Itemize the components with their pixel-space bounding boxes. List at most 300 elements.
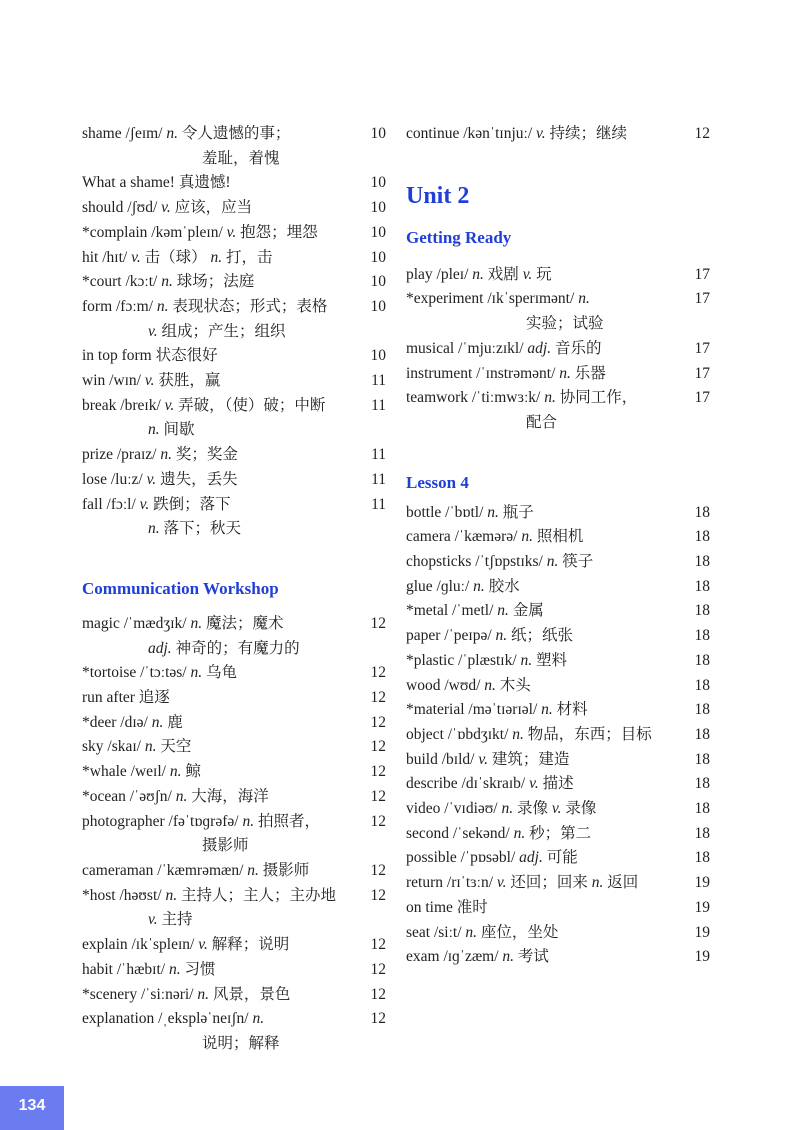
entry-line: [82, 443, 386, 468]
entry-line: [406, 772, 710, 797]
entry-continuation-pos: v.: [148, 911, 158, 929]
entry-line: [406, 822, 710, 847]
glossary-entry: [406, 525, 710, 550]
entry-definition: 戏剧: [487, 265, 519, 283]
glossary-entry: [82, 122, 386, 171]
entry-continuation-text: 神奇的；有魔力的: [175, 639, 300, 657]
entry-pos: n.: [541, 701, 553, 719]
entry-headword: lose /luːz/: [82, 470, 143, 488]
entry-definition: 击（球）: [144, 248, 207, 266]
entry-continuation-text: 摄影师: [202, 837, 249, 855]
entry-pos: n.: [175, 787, 188, 805]
entry-line: [406, 748, 710, 773]
entry-definition: 录像: [516, 800, 548, 818]
entry-line: [82, 711, 386, 736]
entry-pos: n.: [247, 861, 259, 879]
entry-definition: 建筑；建造: [491, 750, 570, 768]
entry-line: [406, 525, 710, 550]
entry-page-number: 18: [694, 528, 710, 546]
entry-headword: should /ʃʊd/: [82, 199, 158, 217]
entry-definition: 协同工作，: [559, 389, 638, 407]
glossary-entry: [82, 612, 386, 661]
entry-page-number: 12: [370, 886, 386, 904]
entry-continuation: [82, 637, 386, 662]
entry-headword: possible /ˈpɒsəbl/: [406, 849, 516, 867]
entry-line: [82, 933, 386, 958]
entry-continuation: [82, 517, 386, 542]
glossary-entry: [406, 501, 710, 526]
entry-headword: *ocean /ˈəʊʃn/: [82, 787, 172, 805]
entry-line: [406, 846, 710, 871]
glossary-entry: [82, 221, 386, 246]
entry-headword: seat /siːt/: [406, 923, 462, 941]
glossary-entry: [406, 122, 710, 147]
entry-page-number: 18: [694, 651, 710, 669]
entry-line: [82, 369, 386, 394]
entry-headword: *host /həʊst/: [82, 886, 162, 904]
section-heading-communication-workshop: Communication Workshop: [82, 578, 279, 598]
entry-headword: *material /məˈtɪərɪəl/: [406, 701, 538, 719]
entry-line: [82, 344, 386, 369]
continue-entry-list: [406, 122, 710, 147]
glossary-entry: [406, 748, 710, 773]
entry-continuation-pos: n.: [148, 520, 160, 538]
entry-line: [406, 649, 710, 674]
entry-definition: 应该，应当: [174, 199, 253, 217]
glossary-entry: [82, 493, 386, 542]
entry-pos: adj.: [527, 339, 552, 357]
entry-line: [406, 921, 710, 946]
entry-pos: n.: [190, 614, 203, 632]
entry-line: [406, 287, 710, 312]
entry-definition: 描述: [542, 775, 574, 793]
glossary-entry: [82, 369, 386, 394]
entry-definition: 跌倒；落下: [153, 495, 231, 513]
entry-continuation-text: 落下；秋天: [163, 520, 242, 538]
entry-definition: 抱怨；埋怨: [240, 223, 318, 241]
entry-definition: 木头: [499, 676, 531, 694]
entry-line: [82, 686, 386, 711]
entry-headword: chopsticks /ˈtʃɒpstɪks/: [406, 553, 543, 571]
entry-line: [406, 896, 710, 921]
entry-headword: sky /skaɪ/: [82, 738, 141, 756]
entry-page-number: 10: [370, 223, 386, 241]
entry-headword: shame /ʃeɪm/: [82, 125, 163, 142]
entry-pos: n.: [487, 503, 499, 521]
entry-definition: 秒；第二: [529, 824, 592, 842]
entry-line: [406, 599, 710, 624]
glossary-entry: [406, 797, 710, 822]
entry-continuation: [406, 312, 710, 337]
glossary-entry: [82, 735, 386, 760]
entry-page-number: 12: [370, 664, 386, 682]
entry-line: [82, 394, 386, 419]
entry-headword: explanation /ˌekspləˈneɪʃn/: [82, 1010, 249, 1028]
entry-line: [82, 295, 386, 320]
entry-page-number: 11: [371, 470, 386, 488]
entry-line: [406, 501, 710, 526]
section-heading-lesson-4: Lesson 4: [406, 472, 469, 492]
entry-line: [406, 945, 710, 970]
entry-page-number: 18: [694, 602, 710, 620]
entry-headword: paper /ˈpeɪpə/: [406, 627, 492, 645]
entry-definition-secondary: 打，击: [225, 248, 273, 266]
glossary-entry: [82, 1007, 386, 1056]
entry-headword: teamwork /ˈtiːmwɜːk/: [406, 389, 541, 407]
entry-headword: bottle /ˈbɒtl/: [406, 503, 484, 521]
entry-page-number: 11: [371, 372, 386, 390]
entry-line: [406, 122, 710, 147]
entry-pos: n.: [197, 985, 209, 1003]
glossary-entry: [82, 295, 386, 344]
section-heading-getting-ready: Getting Ready: [406, 227, 512, 247]
entry-headword: camera /ˈkæmərə/: [406, 528, 518, 546]
glossary-entry: [406, 822, 710, 847]
entry-page-number: 12: [370, 960, 386, 978]
entry-page-number: 18: [694, 676, 710, 694]
entry-definition: 乐器: [574, 364, 606, 382]
entry-page-number: 18: [694, 824, 710, 842]
entry-definition: 魔法；魔术: [205, 614, 284, 632]
entry-continuation-text: 主持: [161, 911, 193, 929]
entry-definition: 习惯: [184, 960, 216, 978]
entry-page-number: 18: [694, 553, 710, 571]
entry-headword: *complain /kəmˈpleɪn/: [82, 223, 223, 241]
entry-line: [406, 797, 710, 822]
entry-pos: n.: [546, 553, 559, 571]
entry-continuation: [82, 418, 386, 443]
entry-headword: exam /ɪɡˈzæm/: [406, 948, 499, 966]
entry-definition: 奖；奖金: [175, 446, 238, 464]
entry-page-number: 10: [370, 199, 386, 217]
entry-pos: n.: [151, 713, 164, 731]
entry-definition: 摄影师: [262, 861, 310, 879]
entry-page-number: 18: [694, 775, 710, 793]
entry-pos-secondary: v.: [551, 800, 562, 818]
entry-headword: instrument /ˈɪnstrəmənt/: [406, 364, 556, 382]
glossary-entry: [406, 337, 710, 362]
entry-pos: n.: [521, 528, 533, 546]
glossary-entry: [82, 810, 386, 859]
entry-definition: 表现状态；形式；表格: [172, 297, 328, 315]
entry-definition-secondary: 返回: [607, 874, 639, 892]
entry-line: [82, 735, 386, 760]
entry-pos: n.: [578, 290, 590, 308]
entry-pos: n.: [472, 265, 484, 283]
entry-continuation: [406, 411, 710, 436]
glossary-entry: [82, 394, 386, 443]
entry-pos: v.: [529, 775, 539, 793]
entry-page-number: 18: [694, 503, 710, 521]
entry-headword: *experiment /ɪkˈsperɪmənt/: [406, 290, 575, 308]
entry-line: [82, 1007, 386, 1032]
entry-continuation-pos: adj.: [148, 639, 172, 657]
entry-line: [406, 386, 710, 411]
entry-pos: n.: [502, 948, 515, 966]
entry-headword: explain /ɪkˈspleɪn/: [82, 936, 195, 954]
entry-line: [82, 760, 386, 785]
glossary-entry: [82, 785, 386, 810]
entry-line: [406, 337, 710, 362]
entry-definition: 令人遗憾的事；: [181, 125, 291, 142]
entry-page-number: 12: [370, 861, 386, 879]
entry-pos: n.: [473, 577, 485, 595]
entry-continuation-text: 配合: [526, 413, 558, 431]
entry-pos: n.: [501, 800, 514, 818]
entry-pos: n.: [559, 364, 571, 382]
lesson4-list: [406, 501, 710, 970]
entry-line: [82, 468, 386, 493]
entry-pos: v.: [144, 372, 155, 390]
entry-page-number: 11: [371, 446, 386, 464]
entry-pos: n.: [156, 297, 169, 315]
entry-headword: *metal /ˈmetl/: [406, 602, 494, 620]
entry-page-number: 12: [370, 763, 386, 781]
entry-pos: n.: [484, 676, 496, 694]
entry-page-number: 12: [370, 614, 386, 632]
entry-definition: 筷子: [562, 553, 594, 571]
entry-continuation: [82, 908, 386, 933]
entry-pos: v.: [146, 470, 157, 488]
entry-continuation-text: 实验；试验: [526, 315, 604, 333]
entry-page-number: 17: [694, 265, 710, 283]
entry-continuation-text: 组成；产生；组织: [161, 322, 286, 340]
glossary-entry: [82, 983, 386, 1008]
entry-headword: on time 准时: [406, 898, 488, 916]
entry-headword: break /breɪk/: [82, 396, 161, 414]
glossary-entry: [406, 846, 710, 871]
entry-line: [82, 983, 386, 1008]
glossary-entry: [82, 711, 386, 736]
entry-pos-secondary: n.: [591, 874, 604, 892]
entry-definition: 持续；继续: [549, 125, 628, 142]
entry-line: [82, 884, 386, 909]
entry-page-number: 17: [694, 389, 710, 407]
entry-pos: n.: [512, 725, 524, 743]
entry-pos: n.: [165, 886, 178, 904]
entry-pos: v.: [536, 125, 546, 142]
entry-pos: v.: [161, 199, 171, 217]
right-column: [406, 122, 710, 970]
entry-headword: *deer /dɪə/: [82, 713, 148, 731]
entry-headword: habit /ˈhæbɪt/: [82, 960, 166, 978]
left-column: [82, 122, 386, 1057]
entry-page-number: 18: [694, 750, 710, 768]
entry-pos: n.: [242, 812, 255, 830]
entry-page-number: 19: [694, 898, 710, 916]
entry-page-number: 10: [370, 174, 386, 192]
entry-definition: 鹿: [167, 713, 183, 731]
entry-pos: n.: [161, 273, 173, 291]
entry-line: [82, 122, 386, 147]
glossary-entry: [82, 196, 386, 221]
entry-page-number: 11: [371, 495, 386, 513]
entry-page-number: 12: [370, 1010, 386, 1028]
glossary-entry: [82, 958, 386, 983]
glossary-entry: [82, 171, 386, 196]
entry-headword: cameraman /ˈkæmrəmæn/: [82, 861, 244, 879]
entry-line: [406, 575, 710, 600]
entry-definition: 瓶子: [502, 503, 534, 521]
entry-headword: *scenery /ˈsiːnəri/: [82, 985, 194, 1003]
entry-headword: *whale /weɪl/: [82, 763, 166, 781]
entry-page-number: 17: [694, 339, 710, 357]
glossary-entry: [406, 550, 710, 575]
entry-definition: 遗失，丢失: [160, 470, 238, 488]
entry-page-number: 10: [370, 347, 386, 365]
entry-headword: build /bɪld/: [406, 750, 475, 768]
entry-line: [406, 263, 710, 288]
entry-line: [406, 723, 710, 748]
entry-pos-secondary: v.: [522, 265, 533, 283]
entry-page-number: 18: [694, 849, 710, 867]
entry-continuation-text: 间歇: [163, 421, 195, 439]
entry-definition: 球场；法庭: [176, 273, 255, 291]
entry-headword: What a shame! 真遗憾!: [82, 174, 231, 192]
entry-page-number: 11: [371, 396, 386, 414]
entry-page-number: 10: [370, 248, 386, 266]
glossary-entry: [406, 674, 710, 699]
glossary-entry: [82, 344, 386, 369]
entry-pos-secondary: n.: [210, 248, 223, 266]
entry-headword: win /wɪn/: [82, 372, 141, 390]
entry-pos: n.: [497, 602, 509, 620]
entry-continuation-pos: n.: [148, 421, 160, 439]
entry-page-number: 10: [370, 125, 386, 142]
entry-definition: 获胜，赢: [158, 372, 221, 390]
entry-continuation: [82, 147, 386, 172]
entry-headword: continue /kənˈtɪnjuː/: [406, 125, 533, 142]
entry-page-number: 18: [694, 577, 710, 595]
entry-line: [82, 196, 386, 221]
entry-pos: n.: [160, 446, 172, 464]
entry-headword: glue /ɡluː/: [406, 577, 470, 595]
entry-headword: play /pleɪ/: [406, 265, 469, 283]
entry-headword: describe /dɪˈskraɪb/: [406, 775, 526, 793]
entry-pos: n.: [168, 960, 181, 978]
entry-headword: hit /hɪt/: [82, 248, 128, 266]
glossary-entry: [82, 686, 386, 711]
entry-line: [406, 674, 710, 699]
entry-continuation: [82, 1032, 386, 1057]
entry-headword: musical /ˈmjuːzɪkl/: [406, 339, 524, 357]
entry-page-number: 12: [370, 738, 386, 756]
entry-line: [82, 171, 386, 196]
entry-definition: 纸；纸张: [511, 627, 574, 645]
glossary-entry: [82, 661, 386, 686]
entry-headword: photographer /fəˈtɒɡrəfə/: [82, 812, 239, 830]
entry-headword: run after 追逐: [82, 689, 170, 707]
entry-definition: 还回；回来: [510, 874, 588, 892]
entry-definition: 材料: [556, 701, 588, 719]
entry-continuation: [82, 320, 386, 345]
glossary-entry: [406, 772, 710, 797]
entry-line: [82, 810, 386, 835]
entry-headword: prize /praɪz/: [82, 446, 157, 464]
entry-headword: in top form 状态很好: [82, 347, 218, 365]
glossary-entry: [406, 263, 710, 288]
entry-definition: 大海，海洋: [191, 787, 269, 805]
entry-definition-secondary: 玩: [536, 265, 552, 283]
entry-definition-secondary: 录像: [565, 800, 597, 818]
communication-workshop-list: [82, 612, 386, 1057]
entry-pos: v.: [139, 495, 150, 513]
unit1-tail-list: [82, 122, 386, 542]
entry-pos: v.: [131, 248, 141, 266]
entry-line: [406, 871, 710, 896]
entry-headword: video /ˈvɪdiəʊ/: [406, 800, 498, 818]
glossary-entry: [82, 859, 386, 884]
entry-pos: n.: [520, 651, 533, 669]
entry-definition: 考试: [517, 948, 549, 966]
entry-definition: 胶水: [488, 577, 520, 595]
entry-headword: *plastic /ˈplæstɪk/: [406, 651, 517, 669]
entry-definition: 可能: [546, 849, 578, 867]
entry-pos: n.: [513, 824, 526, 842]
entry-line: [82, 859, 386, 884]
glossary-entry: [406, 386, 710, 435]
entry-definition: 物品，东西；目标: [527, 725, 652, 743]
entry-page-number: 19: [694, 874, 710, 892]
glossary-entry: [406, 896, 710, 921]
entry-definition: 塑料: [536, 651, 568, 669]
entry-page-number: 12: [370, 713, 386, 731]
glossary-entry: [82, 468, 386, 493]
glossary-entry: [82, 884, 386, 933]
glossary-entry: [406, 871, 710, 896]
entry-definition: 拍照者，: [257, 812, 320, 830]
entry-pos: v.: [478, 750, 488, 768]
entry-line: [82, 612, 386, 637]
entry-pos: n.: [544, 389, 556, 407]
entry-page-number: 19: [694, 948, 710, 966]
glossary-entry: [82, 270, 386, 295]
entry-headword: fall /fɔːl/: [82, 495, 136, 513]
entry-headword: magic /ˈmædʒɪk/: [82, 614, 187, 632]
entry-continuation-pos: v.: [148, 322, 158, 340]
page-number-box: 134: [0, 1086, 64, 1130]
entry-continuation-text: 说明；解释: [202, 1034, 280, 1052]
entry-line: [82, 958, 386, 983]
glossary-entry: [406, 698, 710, 723]
entry-pos: n.: [169, 763, 182, 781]
entry-headword: *tortoise /ˈtɔːtəs/: [82, 664, 187, 682]
entry-pos: n.: [190, 664, 203, 682]
glossary-entry: [406, 945, 710, 970]
entry-line: [406, 550, 710, 575]
entry-page-number: 18: [694, 701, 710, 719]
entry-page-number: 10: [370, 273, 386, 291]
unit-title: Unit 2: [406, 182, 470, 209]
entry-pos: n.: [166, 125, 178, 142]
glossary-entry: [82, 933, 386, 958]
entry-continuation-text: 羞耻，着愧: [202, 149, 280, 167]
entry-pos: n.: [495, 627, 508, 645]
entry-definition: 天空: [160, 738, 192, 756]
entry-headword: form /fɔːm/: [82, 297, 154, 315]
entry-definition: 音乐的: [554, 339, 602, 357]
glossary-entry: [406, 362, 710, 387]
entry-pos: n.: [252, 1010, 265, 1028]
getting-ready-list: [406, 263, 710, 436]
entry-page-number: 12: [370, 787, 386, 805]
entry-page-number: 17: [694, 290, 710, 308]
entry-page-number: 19: [694, 923, 710, 941]
entry-pos: v.: [496, 874, 507, 892]
entry-definition: 鲸: [185, 763, 201, 781]
entry-headword: second /ˈsekənd/: [406, 824, 510, 842]
entry-page-number: 17: [694, 364, 710, 382]
